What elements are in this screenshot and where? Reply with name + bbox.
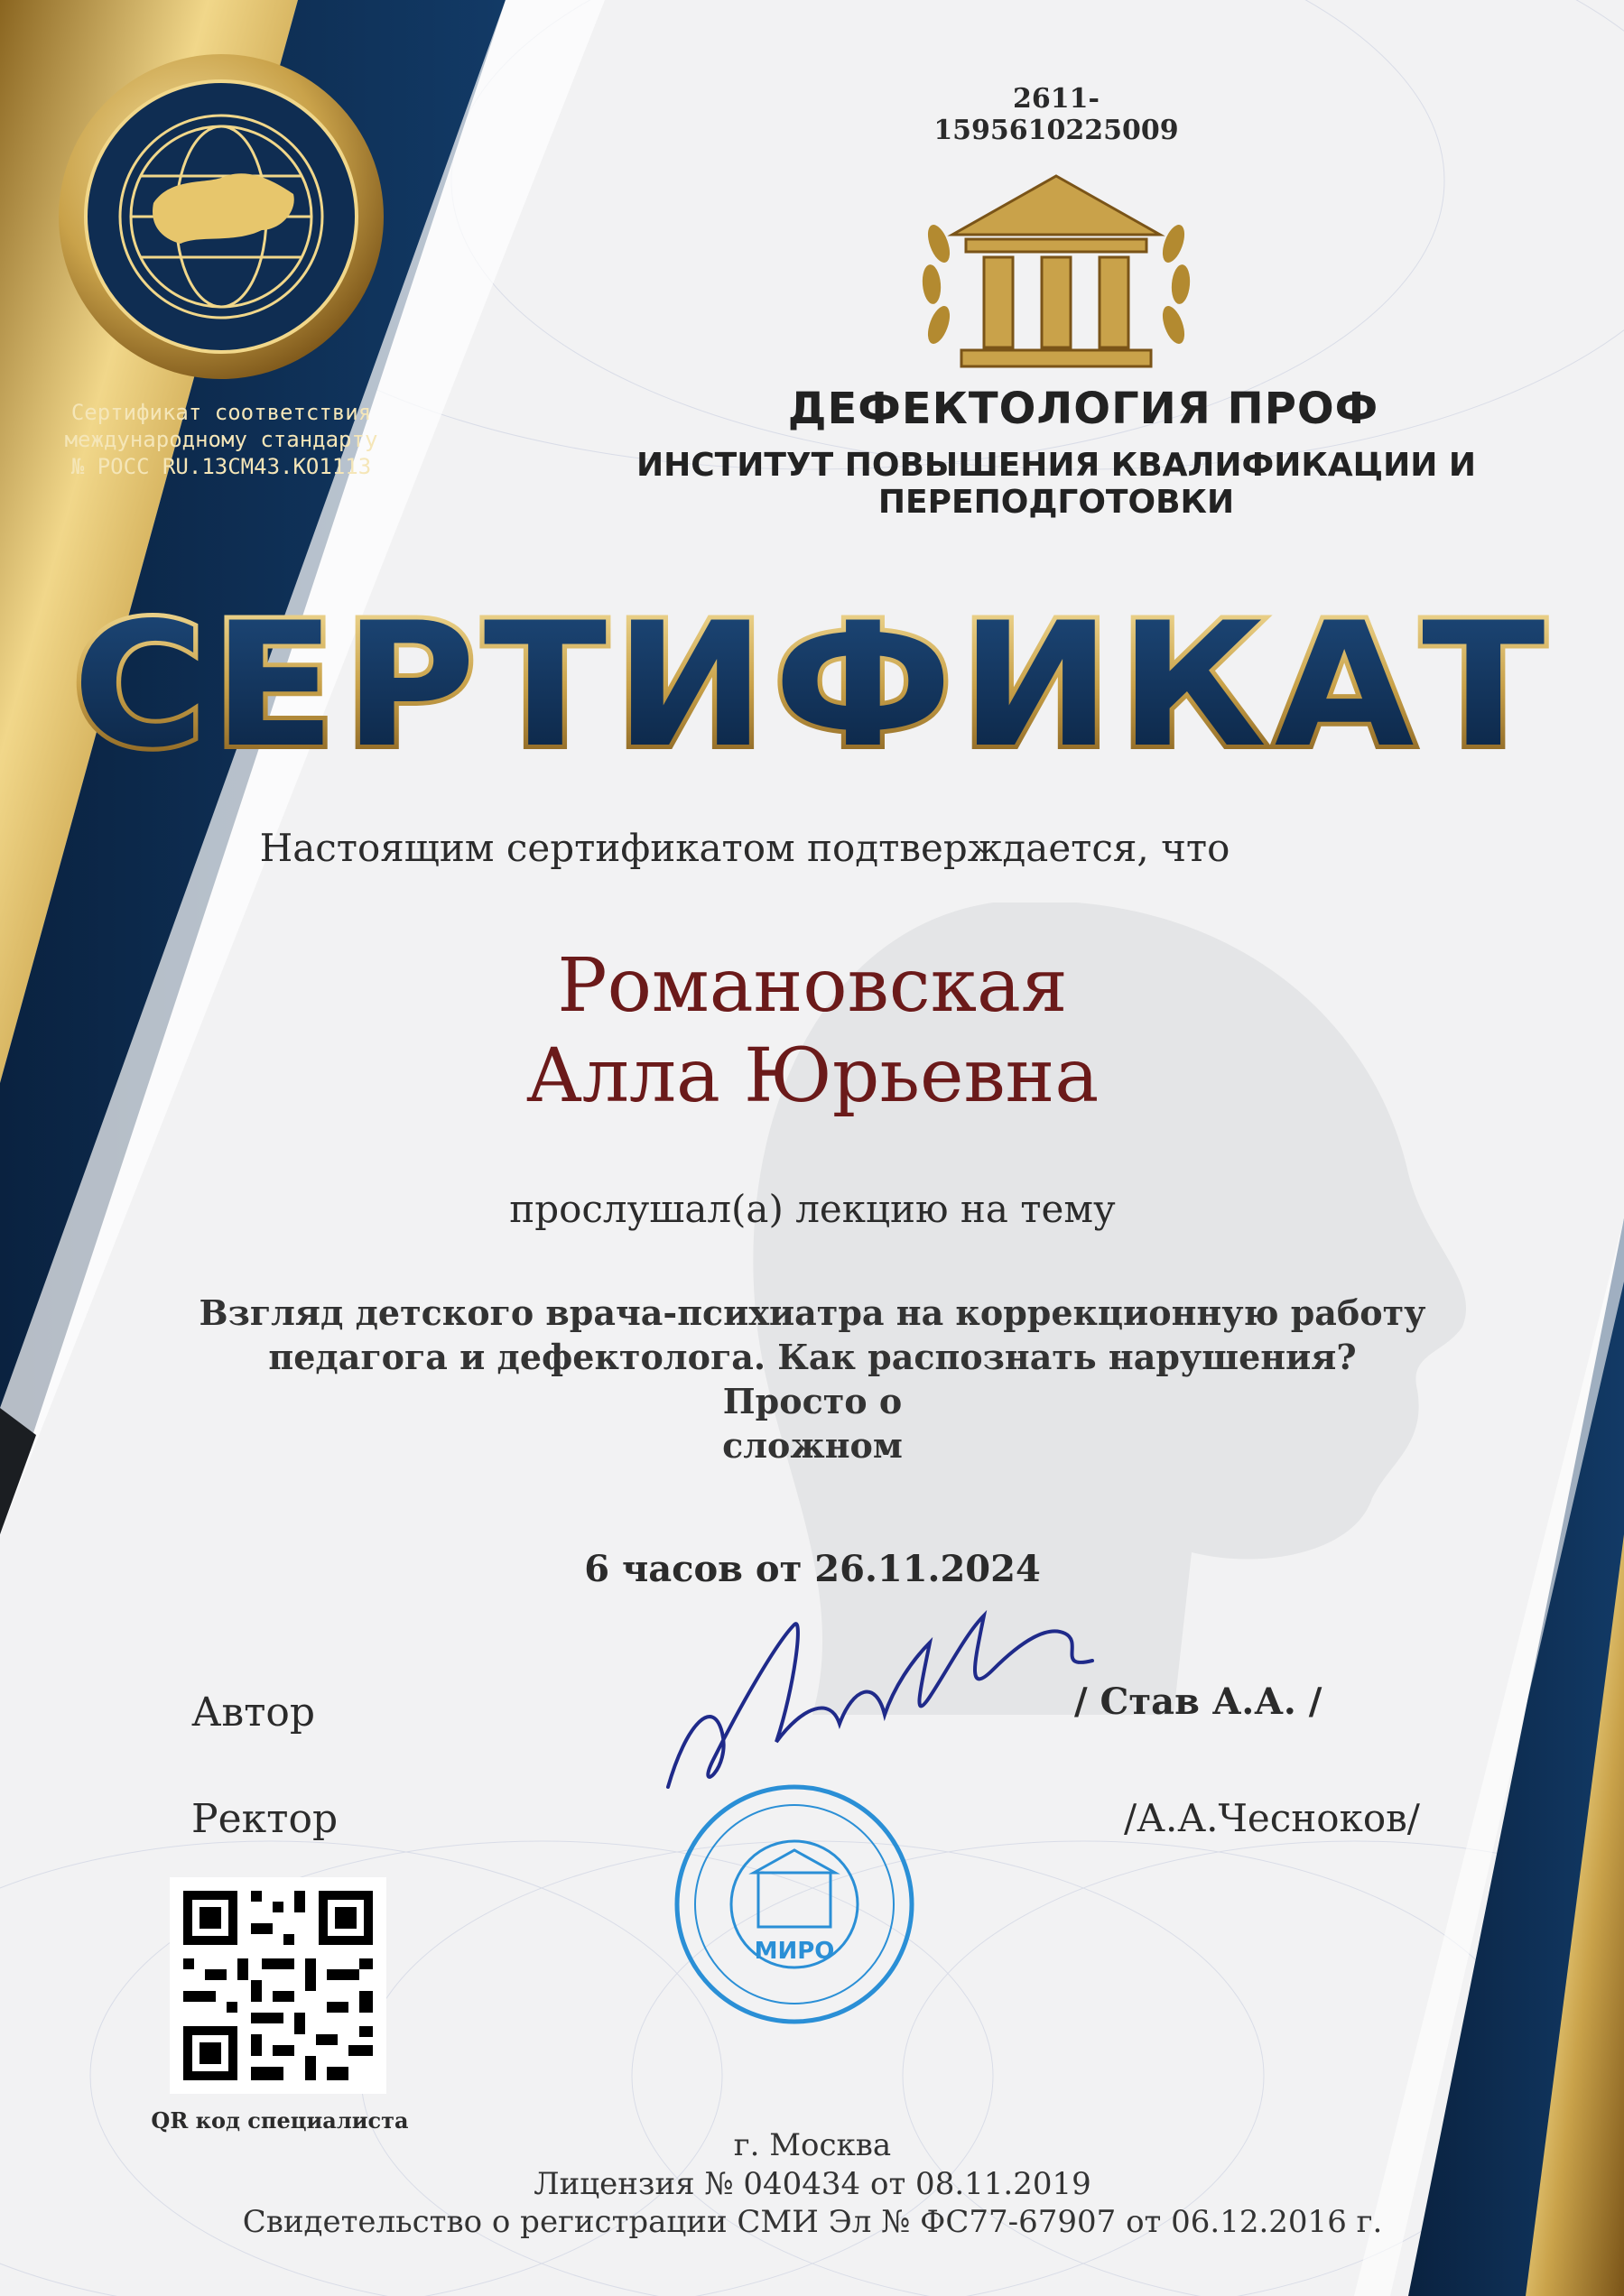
topic-line: сложном <box>722 1425 903 1466</box>
license-info: Лицензия № 040434 от 08.11.2019 <box>534 2166 1091 2202</box>
certification-seal <box>54 50 388 384</box>
topic-line: Взгляд детского врача-психиатра на коррекционную работу <box>199 1292 1426 1333</box>
qr-code-icon[interactable] <box>170 1877 386 2094</box>
hours-date: 6 часов от 26.11.2024 <box>584 1548 1041 1590</box>
organization-subtitle: ИНСТИТУТ ПОВЫШЕНИЯ КВАЛИФИКАЦИИ И ПЕРЕПОДГОТОВКИ <box>636 447 1476 521</box>
institute-logo-icon <box>912 171 1201 379</box>
recipient-given-name: Алла Юрьевна <box>525 1033 1100 1119</box>
certificate-title-text: СЕРТИФИКАТ <box>72 587 1553 776</box>
author-name: / Став А.А. / <box>1074 1680 1322 1723</box>
intro-text: Настоящим сертификатом подтверждается, что <box>259 826 1230 870</box>
seal-caption-line: № РОСС RU.13СМ43.КО1113 <box>70 454 372 479</box>
listened-text: прослушал(а) лекцию на тему <box>509 1187 1116 1231</box>
media-registration: Свидетельство о регистрации СМИ Эл № ФС77-67907 от 06.12.2016 г. <box>242 2204 1383 2240</box>
seal-caption-line: международному стандарту <box>64 427 378 452</box>
seal-caption <box>63 399 379 480</box>
city: г. Москва <box>733 2127 892 2163</box>
rector-label: Ректор <box>191 1796 339 1842</box>
qr-caption: QR код специалиста <box>151 2107 409 2134</box>
seal-caption-line: Сертификат соответствия <box>70 400 372 425</box>
stamp-text: МИРО <box>754 1938 835 1965</box>
signature-icon <box>659 1588 1128 1805</box>
lecture-topic <box>199 1291 1426 1467</box>
certificate-title <box>54 587 1571 776</box>
author-label: Автор <box>191 1690 316 1736</box>
rector-name: /А.А.Чесноков/ <box>1124 1796 1420 1840</box>
serial-number: 2611-1595610225009 <box>933 83 1179 146</box>
recipient-surname: Романовская <box>557 943 1068 1029</box>
organization-name: ДЕФЕКТОЛОГИЯ ПРОФ <box>787 384 1379 434</box>
institute-stamp-icon <box>668 1778 921 2031</box>
topic-line: педагога и дефектолога. Как распознать нарушения? Просто о <box>268 1337 1357 1421</box>
